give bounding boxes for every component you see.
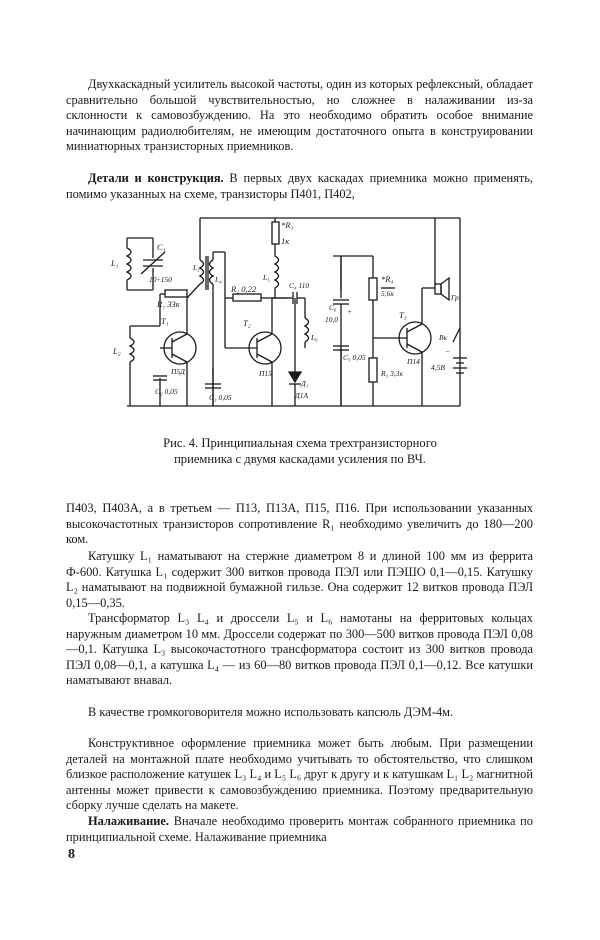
paragraph-speaker: [66, 705, 533, 721]
label-t2: T₂: [243, 318, 251, 328]
section-heading-tuning: Налаживание.: [88, 814, 169, 828]
label-r4-value: 5,6к: [381, 289, 394, 298]
paragraph-details: [66, 171, 533, 202]
page-number: 8: [68, 847, 75, 862]
label-c5: C₅ 0,05: [343, 353, 366, 362]
label-minus: −: [445, 347, 451, 356]
label-plus: +: [347, 307, 353, 316]
paragraph-tuning: [66, 814, 533, 845]
label-r1: R₁ 33к: [157, 299, 180, 309]
label-l3: L₃: [193, 263, 200, 272]
label-c2: C₂ 0,05: [155, 387, 178, 396]
label-c4: C₄ 110: [289, 281, 310, 290]
figure-caption-line-2: приемника с двумя каскадами усиления по ВЧ.: [174, 452, 426, 466]
label-r5: R₅ 3,3к: [381, 369, 403, 378]
paragraph-construction: [66, 736, 533, 814]
label-r2: R₂ 0,22: [231, 284, 257, 294]
paragraph-coil-l1-text: Катушку L₁ наматывают на стержне диаметром 8 и длиной 100 мм из феррита Ф-600. Катушка L₁ содержит 300 витков провода ПЭЛ или ПЭШО 0,1—0,15. Катушку L₂ наматывают на подвижной бумажной гильзе. Она содержит 12 витков провода ПЭЛ 0,15—0,35.: [66, 549, 533, 610]
label-t3-type: П14: [407, 357, 420, 366]
paragraph-intro-text: Двухкаскадный усилитель высокой частоты, один из которых рефлексный, обладает сравнительно большой чувствительностью, но сложнее в налаживании из-за склонности к самовозбуждению. На это необходимо обратить особое внимание начинающим радиолюбителям, не имеющим достаточного опыта в конструировании миниатюрных транзисторных приемников.: [66, 77, 533, 154]
label-l4: L₄: [215, 275, 222, 284]
paragraph-transformer-text: Трансформатор L₃ L₄ и дроссели L₅ и L₆ намотаны на ферритовых кольцах наружным диаметром 10 мм. Дроссели содержат по 300—500 витков провода ПЭЛ 0,08—0,1. Катушка L₃ высокочастотного трансформатора состоит из 300 витков провода ПЭЛ 0,08—0,1, а катушка L₄ — из 60—80 витков провода ПЭЛ 0,1—0,12. Все катушки наматывают внавал.: [66, 611, 533, 688]
label-battery: 4,5В: [431, 363, 445, 372]
label-l1: L₁: [111, 258, 119, 268]
label-c3: C₃ 0,05: [209, 393, 232, 402]
label-c6-value: 10,0: [325, 315, 339, 324]
label-l6: L₆: [311, 333, 318, 342]
paragraph-tuning-text: Вначале необходимо проверить монтаж собранного приемника по принципиальной схеме. Налаживание приемника: [66, 814, 533, 844]
label-t3: T₃: [399, 310, 407, 320]
paragraph-coil-l1: [66, 549, 533, 611]
figure-caption: [100, 435, 500, 467]
label-t2-type: П15: [259, 369, 272, 378]
circuit-schematic: [105, 208, 470, 420]
label-l2: L₂: [113, 346, 121, 356]
paragraph-intro: [66, 77, 533, 155]
paragraph-details-text: В первых двух каскадах приемника можно применять, помимо указанных на схеме, транзисторы П401, П402,: [66, 171, 533, 201]
label-l5: L₅: [263, 273, 270, 282]
label-d1-type: Д1А: [295, 391, 309, 400]
section-heading-details: Детали и конструкция.: [88, 171, 224, 185]
figure-caption-line-1: Рис. 4. Принципиальная схема трехтранзисторного: [163, 436, 437, 450]
label-c6: C₆: [329, 303, 337, 312]
label-t1: T₁: [161, 316, 169, 326]
label-r3-value: 1к: [281, 236, 290, 246]
paragraph-construction-text: Конструктивное оформление приемника может быть любым. При размещении деталей на монтажной плате необходимо учитывать то обстоятельство, что слишком близкое расположение катушек L₃ L₄ и L₅ L₆ друг к другу и к катушкам L₁ L₂ магнитной антенны может привести к самовозбуждению приемника. Поэтому предварительную сборку лучше сделать на макете.: [66, 736, 533, 813]
label-vk: Вк: [439, 333, 448, 342]
paragraph-transformer: [66, 611, 533, 689]
paragraph-speaker-text: В качестве громкоговорителя можно использовать капсюль ДЭМ-4м.: [88, 705, 454, 719]
label-r4: *R₄: [381, 274, 394, 284]
label-c1-value: 10÷150: [149, 275, 172, 284]
label-gr: Гр: [451, 293, 459, 302]
paragraph-transistors: [66, 501, 533, 548]
label-d1: Д₁: [301, 379, 309, 388]
label-t1-type: П5Д: [171, 367, 185, 376]
label-c1: C₁: [157, 242, 166, 252]
label-r3: *R₃: [281, 220, 294, 230]
paragraph-transistors-text: П403, П403А, а в третьем — П13, П13А, П15, П16. При использовании указанных высокочастотных транзисторов сопротивление R₁ необходимо увеличить до 180—200 ком.: [66, 501, 533, 547]
